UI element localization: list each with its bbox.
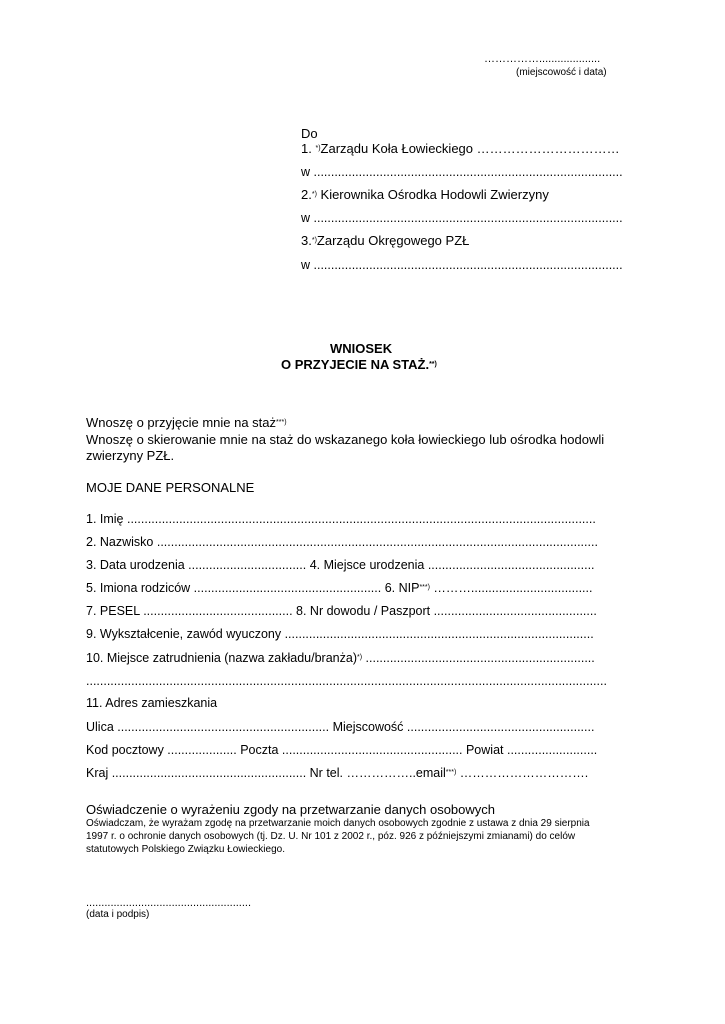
request-line-1 bbox=[86, 415, 287, 430]
field-nip-dots: ………................................... bbox=[429, 581, 593, 595]
footnote-marker: *) bbox=[315, 145, 321, 152]
field-employment bbox=[86, 651, 595, 665]
addressee-line-2-text: Kierownika Ośrodka Hodowli Zwierzyny bbox=[316, 187, 549, 202]
field-parents-nip bbox=[86, 581, 592, 595]
request-line-1-text: Wnoszę o przyjęcie mnie na staż bbox=[86, 415, 277, 430]
request-line-3: zwierzyny PZŁ. bbox=[86, 448, 175, 463]
field-employment-continuation: ...................................................................................................................................................... bbox=[86, 674, 607, 688]
field-country-phone-email bbox=[86, 766, 588, 780]
title-subtitle-text: O PRZYJECIE NA STAŻ. bbox=[281, 357, 430, 372]
addressee-line-3-text: Zarządu Okręgowego PZŁ bbox=[316, 233, 470, 248]
field-email-dots: …………………………. bbox=[456, 766, 589, 780]
field-street-city: Ulica ............................................................. Miejscowość ...................................................... bbox=[86, 720, 595, 734]
title-wniosek: WNIOSEK bbox=[330, 341, 393, 356]
field-education: 9. Wykształcenie, zawód wyuczony ......................................................................................... bbox=[86, 627, 594, 641]
footnote-marker: **) bbox=[429, 361, 437, 368]
signature-line: ...................................................... bbox=[86, 897, 252, 909]
title-subtitle bbox=[281, 357, 437, 372]
field-address-heading: 11. Adres zamieszkania bbox=[86, 696, 218, 710]
signature-caption: (data i podpis) bbox=[86, 909, 150, 920]
field-birth: 3. Data urodzenia .................................. 4. Miejsce urodzenia ................................................ bbox=[86, 558, 595, 572]
addressee-line-1-number: 1. bbox=[301, 141, 316, 156]
field-parents-text: 5. Imiona rodziców ...................................................... 6. NIP bbox=[86, 581, 420, 595]
request-line-2: Wnoszę o skierowanie mnie na staż do wskazanego koła łowieckiego lub ośrodka hodowli bbox=[86, 432, 605, 447]
addressee-line-1-text: Zarządu Koła Łowieckiego …………………………… bbox=[320, 141, 620, 156]
field-country-phone-text: Kraj ........................................................ Nr tel. ……………..email bbox=[86, 766, 446, 780]
addressee-line-3-w: w ......................................................................................... bbox=[301, 258, 623, 272]
addressee-line-3-number: 3. bbox=[301, 233, 312, 248]
addressee-line-1 bbox=[301, 141, 620, 156]
footnote-marker: ***) bbox=[445, 769, 457, 776]
field-pesel-id: 7. PESEL ........................................... 8. Nr dowodu / Paszport ............................................... bbox=[86, 604, 597, 618]
place-date-line: …………….................... bbox=[484, 53, 601, 65]
addressee-line-2-number: 2. bbox=[301, 187, 312, 202]
consent-line-3: statutowych Polskiego Związku Łowieckiego. bbox=[86, 844, 285, 855]
consent-line-2: 1997 r. o ochronie danych osobowych (tj. Dz. U. Nr 101 z 2002 r., póz. 926 z późniejszymi zmianami) do celów bbox=[86, 831, 576, 842]
personal-heading: MOJE DANE PERSONALNE bbox=[86, 480, 255, 495]
place-date-caption: (miejscowość i data) bbox=[516, 67, 607, 78]
footnote-marker: *) bbox=[356, 654, 363, 661]
footnote-marker: ***) bbox=[276, 419, 287, 426]
field-first-name: 1. Imię ....................................................................................................................................... bbox=[86, 512, 596, 526]
consent-line-1: Oświadczam, że wyrażam zgodę na przetwarzanie moich danych osobowych zgodnie z ustawa z dnia 29 sierpnia bbox=[86, 818, 590, 829]
footnote-marker: ***) bbox=[419, 584, 430, 591]
addressee-do: Do bbox=[301, 126, 318, 141]
field-postcode-post-district: Kod pocztowy .................... Poczta .................................................... Powiat .......................... bbox=[86, 743, 598, 757]
consent-heading: Oświadczenie o wyrażeniu zgody na przetwarzanie danych osobowych bbox=[86, 802, 495, 817]
addressee-line-3 bbox=[301, 233, 469, 248]
field-employment-dots: .................................................................. bbox=[362, 651, 595, 665]
addressee-line-2-w: w ......................................................................................... bbox=[301, 211, 623, 225]
addressee-line-2 bbox=[301, 187, 549, 202]
field-last-name: 2. Nazwisko ............................................................................................................................... bbox=[86, 535, 598, 549]
field-employment-text: 10. Miejsce zatrudnienia (nazwa zakładu/branża) bbox=[86, 651, 357, 665]
footnote-marker: *) bbox=[311, 191, 317, 198]
footnote-marker: *) bbox=[311, 237, 317, 244]
addressee-line-1-w: w ......................................................................................... bbox=[301, 165, 623, 179]
